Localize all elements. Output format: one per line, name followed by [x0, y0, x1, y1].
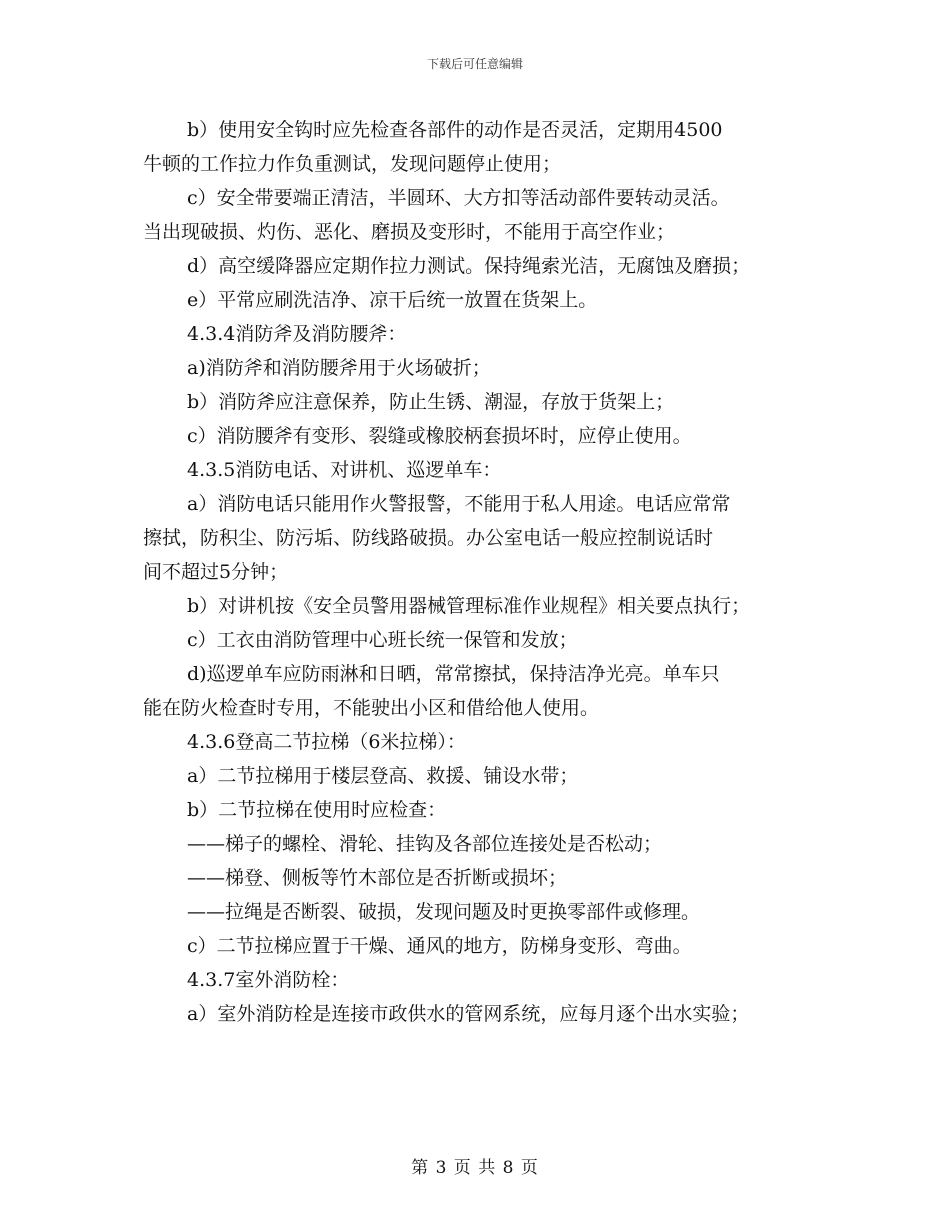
paragraph-line: 擦拭，防积尘、防污垢、防线路破损。办公室电话一般应控制说话时: [143, 527, 714, 549]
section-heading: 4.3.5消防电话、对讲机、巡逻单车：: [187, 459, 502, 481]
paragraph-line: b）二节拉梯在使用时应检查：: [187, 799, 447, 821]
paragraph-line: c）二节拉梯应置于干燥、通风的地方，防梯身变形、弯曲。: [187, 935, 692, 957]
list-item: ——梯登、侧板等竹木部位是否折断或损坏；: [187, 867, 568, 889]
paragraph-line: b）对讲机按《安全员警用器械管理标准作业规程》相关要点执行；: [187, 595, 751, 617]
paragraph-line: b）使用安全钩时应先检查各部件的动作是否灵活，定期用4500: [187, 119, 723, 141]
paragraph-line: a）消防电话只能用作火警报警，不能用于私人用途。电话应常常: [187, 493, 731, 515]
paragraph-line: e）平常应刷洗洁净、凉干后统一放置在货架上。: [187, 289, 598, 311]
paragraph-line: 间不超过5分钟；: [143, 561, 289, 583]
paragraph-line: d)巡逻单车应防雨淋和日晒，常常擦拭，保持洁净光亮。单车只: [187, 663, 720, 685]
paragraph-line: a）室外消防栓是连接市政供水的管网系统，应每月逐个出水实验；: [187, 1003, 750, 1025]
paragraph-line: c）工衣由消防管理中心班长统一保管和发放；: [187, 629, 578, 651]
paragraph-line: 牛顿的工作拉力作负重测试，发现问题停止使用；: [143, 153, 562, 175]
paragraph-line: 当出现破损、灼伤、恶化、磨损及变形时，不能用于高空作业；: [143, 221, 676, 243]
paragraph-line: a）二节拉梯用于楼层登高、救援、铺设水带；: [187, 765, 579, 787]
paragraph-line: c）消防腰斧有变形、裂缝或橡胶柄套损坏时，应停止使用。: [187, 425, 692, 447]
page-number-footer: 第 3 页 共 8 页: [411, 1158, 539, 1178]
section-heading: 4.3.7室外消防栓：: [187, 969, 350, 991]
paragraph-line: d）高空缓降器应定期作拉力测试。保持绳索光洁，无腐蚀及磨损；: [187, 255, 751, 277]
list-item: ——拉绳是否断裂、破损，发现问题及时更换零部件或修理。: [187, 901, 701, 923]
paragraph-line: a)消防斧和消防腰斧用于火场破折；: [187, 357, 491, 379]
paragraph-line: 能在防火检查时专用，不能驶出小区和借给他人使用。: [143, 697, 600, 719]
paragraph-line: c）安全带要端正清洁，半圆环、大方扣等活动部件要转动灵活。: [187, 187, 730, 209]
section-heading: 4.3.6登高二节拉梯（6米拉梯）：: [187, 731, 466, 753]
paragraph-line: b）消防斧应注意保养，防止生锈、潮湿，存放于货架上；: [187, 391, 675, 413]
list-item: ——梯子的螺栓、滑轮、挂钩及各部位连接处是否松动；: [187, 833, 663, 855]
document-body: [143, 113, 823, 1031]
section-heading: 4.3.4消防斧及消防腰斧：: [187, 323, 407, 345]
page-header: 下载后可任意编辑: [426, 57, 523, 71]
